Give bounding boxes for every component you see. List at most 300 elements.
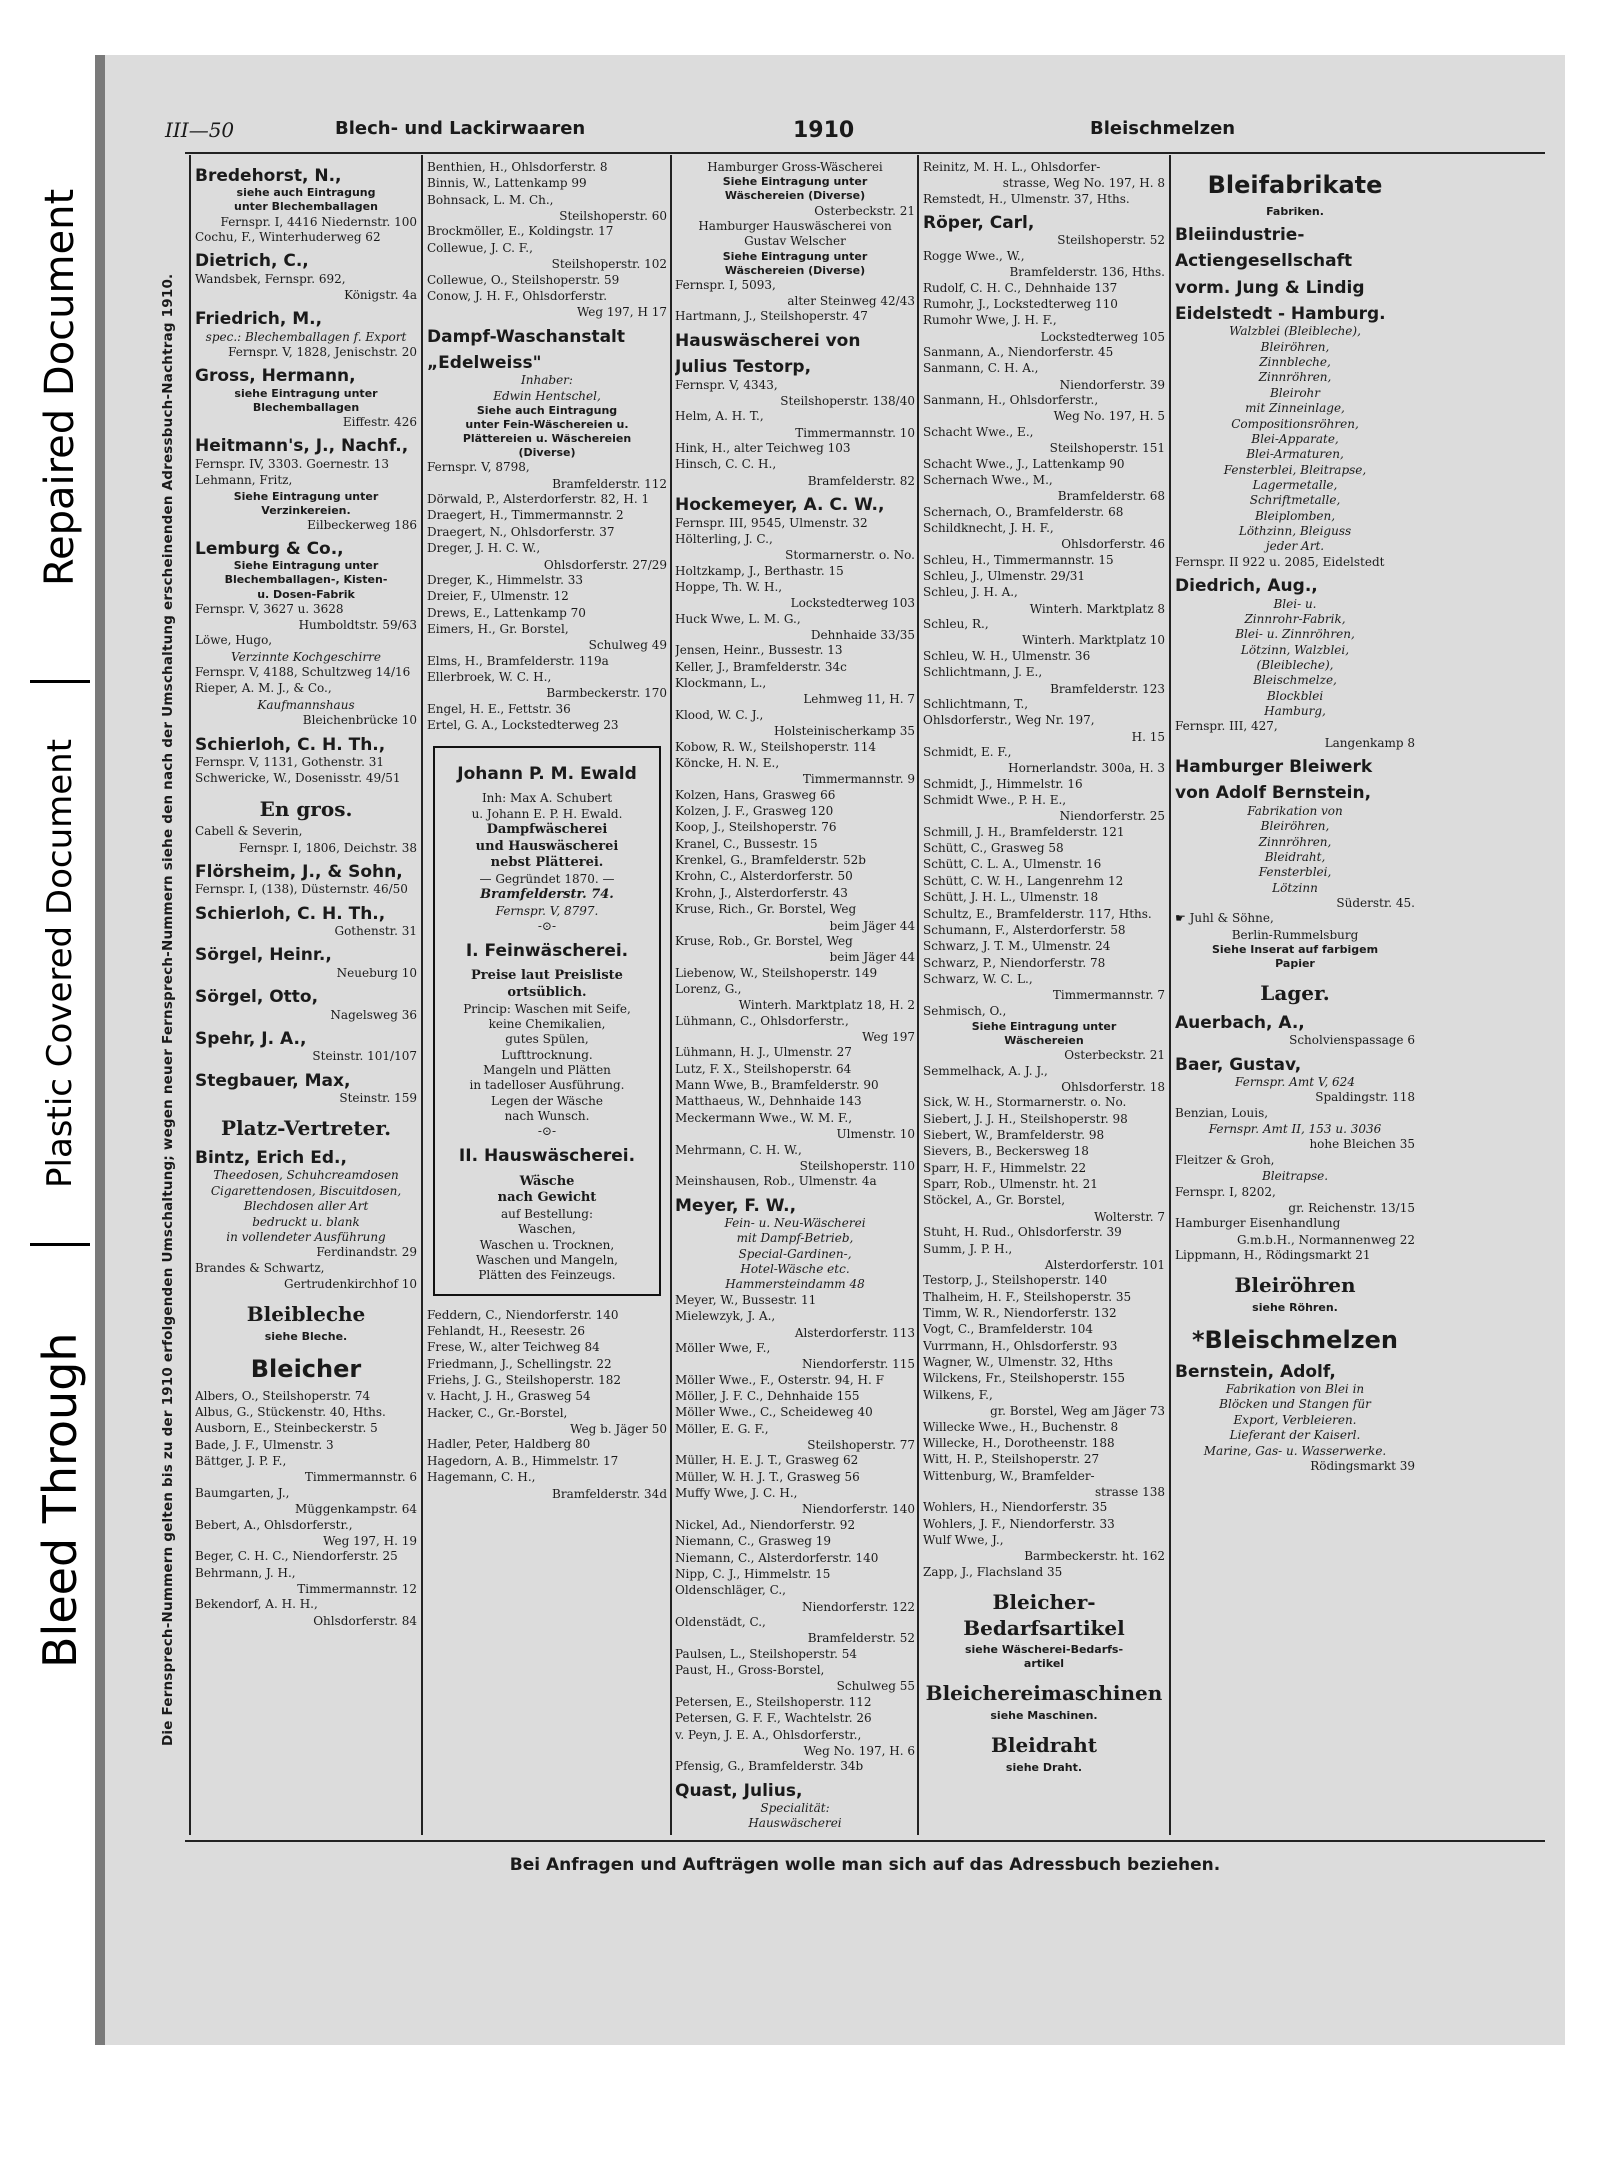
directory-entry: Kolzen, Hans, Grasweg 66	[675, 787, 836, 802]
directory-entry: Bleichereimaschinen	[925, 1681, 1163, 1706]
directory-entry: Ohlsdorferstr., Weg Nr. 197,	[923, 713, 1095, 728]
directory-entry: Weg 197, H. 19	[323, 1533, 417, 1548]
ewald-principle-8: nach Wunsch.	[504, 1109, 590, 1124]
directory-entry: artikel	[1023, 1657, 1065, 1671]
directory-entry: Oldenstädt, C.,	[675, 1614, 766, 1629]
directory-entry: ☛ Juhl & Söhne,	[1175, 911, 1274, 926]
directory-entry: Zinnrohr-Fabrik,	[1244, 611, 1346, 626]
ewald-principle-5: Mangeln und Plätten	[483, 1063, 611, 1077]
directory-entry: Meyer, F. W.,	[675, 1195, 797, 1216]
directory-entry: Bleiplomben,	[1254, 508, 1336, 523]
directory-entry: Fehlandt, H., Reesestr. 26	[427, 1323, 586, 1338]
directory-entry: Ertel, G. A., Lockstedterweg 23	[427, 718, 619, 733]
document-page	[95, 55, 1565, 2045]
directory-entry: Hinsch, C. C. H.,	[675, 457, 777, 472]
directory-entry: Gustav Welscher	[744, 234, 846, 249]
directory-entry: Schierloh, C. H. Th.,	[195, 734, 386, 755]
directory-entry: Neueburg 10	[336, 965, 417, 980]
directory-entry: Schleu, W. H., Ulmenstr. 36	[923, 648, 1091, 663]
ewald-order-2: Waschen,	[518, 1222, 576, 1237]
directory-entry: Bramfelderstr. 34d	[552, 1486, 667, 1501]
directory-entry: Königstr. 4a	[344, 288, 417, 303]
directory-entry: Fernspr. V, 8798,	[427, 460, 530, 475]
directory-entry: Lockstedterweg 105	[1040, 329, 1165, 344]
directory-entry: Zinnröhren,	[1258, 370, 1332, 385]
directory-entry: Bleidraht	[990, 1733, 1098, 1758]
directory-entry: Siehe Eintragung unter	[722, 249, 868, 263]
directory-entry: Fernspr. III, 427,	[1175, 719, 1278, 734]
ewald-service-2: und Hauswäscherei	[475, 838, 619, 854]
ewald-principle-4: Lufttrocknung.	[501, 1047, 593, 1062]
directory-entry: Timm, W. R., Niendorferstr. 132	[923, 1305, 1117, 1320]
directory-entry: Fabrikation von Blei in	[1225, 1382, 1365, 1397]
directory-entry: Niemann, C., Alsterdorferstr. 140	[675, 1550, 879, 1565]
directory-entry: Binnis, W., Lattenkamp 99	[427, 176, 587, 191]
directory-entry: Bintz, Erich Ed.,	[195, 1148, 347, 1169]
directory-entry: alter Steinweg 42/43	[787, 294, 915, 309]
directory-entry: Röper, Carl,	[923, 213, 1035, 234]
directory-entry: Nipp, C. J., Himmelstr. 15	[675, 1566, 831, 1581]
ewald-principle-7: Legen der Wäsche	[491, 1093, 603, 1108]
directory-entry: Diedrich, Aug.,	[1175, 576, 1318, 597]
directory-entry: Benthien, H., Ohlsdorferstr. 8	[427, 160, 608, 174]
directory-entry: Humboldtstr. 59/63	[298, 618, 417, 632]
directory-entry: Compositionsröhren,	[1231, 416, 1359, 431]
directory-entry: Bebert, A., Ohlsdorferstr.,	[195, 1517, 353, 1532]
directory-entry: jeder Art.	[1265, 539, 1325, 554]
ewald-owner: Inh: Max A. Schubert	[481, 791, 613, 806]
directory-entry: Barmbeckerstr. 170	[546, 686, 667, 701]
directory-entry: Hartmann, J., Steilshoperstr. 47	[675, 309, 868, 324]
directory-entry: Schütt, C. L. A., Ulmenstr. 16	[923, 857, 1102, 872]
directory-entry: Blei-Armaturen,	[1246, 447, 1344, 462]
directory-entry: Reinitz, M. H. L., Ohlsdorfer-	[923, 160, 1101, 174]
directory-entry: Kolzen, J. F., Grasweg 120	[675, 803, 834, 818]
directory-entry: Hornerlandstr. 300a, H. 3	[1008, 761, 1165, 776]
column-rule	[670, 155, 672, 1835]
ewald-separator: -⊙-	[537, 919, 557, 934]
directory-entry: Frese, W., alter Teichweg 84	[427, 1340, 600, 1355]
ewald-address: Bramfelderstr. 74.	[480, 887, 614, 903]
directory-entry: Zapp, J., Flachsland 35	[923, 1564, 1063, 1579]
directory-entry: Schulweg 55	[836, 1679, 915, 1694]
directory-entry: Lehmweg 11, H. 7	[803, 692, 915, 707]
directory-entry: Bleiröhren,	[1260, 819, 1330, 834]
directory-entry: Baumgarten, J.,	[195, 1485, 290, 1500]
directory-entry: Export, Verbleieren.	[1233, 1412, 1357, 1427]
directory-entry: Heitmann's, J., Nachf.,	[195, 436, 409, 457]
directory-entry: Siehe Eintragung unter	[971, 1020, 1117, 1034]
directory-entry: Osterbeckstr. 21	[1064, 1048, 1165, 1063]
directory-entry: Alsterdorferstr. 113	[794, 1325, 915, 1340]
directory-entry: Bleifabrikate	[1207, 171, 1383, 199]
directory-entry: Gertrudenkirchhof 10	[284, 1276, 417, 1291]
ewald-weight-1: Wäsche	[519, 1173, 575, 1189]
directory-entry: Möller, E. G. F.,	[675, 1421, 769, 1436]
directory-entry: Meinshausen, Rob., Ulmenstr. 4a	[675, 1174, 877, 1189]
footer-note: Bei Anfragen und Aufträgen wolle man sich auf das Adressbuch beziehen.	[509, 1855, 1221, 1875]
directory-entry: u. Dosen-Fabrik	[257, 587, 355, 601]
column-2	[427, 160, 667, 1830]
directory-entry: Bredehorst, N.,	[195, 166, 342, 186]
directory-entry: Bleiröhren,	[1260, 339, 1330, 354]
directory-entry: Steilshoperstr. 102	[551, 257, 667, 272]
directory-entry: Hotel-Wäsche etc.	[740, 1262, 850, 1277]
directory-entry: Siehe Inserat auf farbigem	[1211, 943, 1379, 957]
directory-entry: Lötzinn	[1272, 880, 1318, 895]
directory-entry: Stöckel, A., Gr. Borstel,	[923, 1193, 1066, 1208]
column-rule	[1169, 155, 1171, 1835]
directory-entry: Wilckens, Fr., Steilshoperstr. 155	[923, 1371, 1125, 1386]
directory-entry: Hamburger Hauswäscherei von	[698, 218, 892, 233]
directory-entry: Schmidt Wwe., P. H. E.,	[923, 793, 1067, 808]
directory-entry: (Diverse)	[518, 446, 576, 460]
directory-entry: Eidelstedt - Hamburg.	[1175, 303, 1386, 324]
directory-entry: Siehe Eintragung unter	[233, 559, 379, 573]
ewald-order-5: Plätten des Feinzeugs.	[478, 1268, 616, 1283]
directory-entry: gr. Borstel, Weg am Jäger 73	[990, 1404, 1165, 1419]
directory-entry: siehe auch Eintragung	[236, 186, 376, 200]
directory-entry: Pfensig, G., Bramfelderstr. 34b	[675, 1759, 864, 1774]
directory-entry: Wulf Wwe, J.,	[923, 1533, 1004, 1548]
directory-entry: Mehrmann, C. H. W.,	[675, 1142, 802, 1157]
directory-entry: Steilshoperstr. 151	[1049, 441, 1165, 456]
directory-entry: Niendorferstr. 115	[801, 1357, 915, 1372]
directory-entry: Friedrich, M.,	[195, 309, 323, 330]
directory-entry: Klood, W. C. J.,	[675, 707, 764, 722]
year: 1910	[793, 118, 855, 143]
directory-entry: Lagermetalle,	[1252, 477, 1338, 492]
directory-entry: Schwarz, J. T. M., Ulmenstr. 24	[923, 939, 1111, 954]
directory-entry: Friehs, J. G., Steilshoperstr. 182	[427, 1373, 622, 1388]
ewald-section-1: I. Feinwäscherei.	[465, 940, 629, 961]
directory-entry: unter Fein-Wäschereien u.	[465, 418, 629, 432]
directory-entry: Benzian, Louis,	[1175, 1105, 1269, 1120]
directory-entry: Müller, W. H. J. T., Grasweg 56	[675, 1469, 860, 1484]
directory-entry: Lehmann, Fritz,	[195, 473, 293, 488]
directory-entry: siehe Maschinen.	[990, 1709, 1098, 1723]
directory-entry: Löthzinn, Bleiguss	[1238, 524, 1352, 539]
ewald-principle-2: keine Chemikalien,	[488, 1016, 606, 1031]
directory-entry: Bramfelderstr. 123	[1050, 681, 1165, 696]
directory-entry: mit Dampf-Betrieb,	[736, 1231, 854, 1246]
directory-entry: H. 15	[1131, 729, 1165, 744]
directory-entry: Paust, H., Gross-Borstel,	[675, 1663, 825, 1678]
directory-entry: Vurrmann, H., Ohlsdorferstr. 93	[923, 1338, 1118, 1353]
directory-entry: Siehe auch Eintragung	[476, 404, 618, 418]
directory-entry: Meyer, W., Bussestr. 11	[675, 1292, 817, 1307]
ewald-order-4: Waschen und Mangeln,	[476, 1252, 618, 1267]
directory-entry: Wohlers, J. F., Niendorferstr. 33	[923, 1516, 1115, 1531]
column-2-bottom	[427, 1308, 667, 1502]
directory-entry: Winterh. Marktplatz 10	[1022, 633, 1165, 648]
directory-entry: Oldenschläger, C.,	[675, 1583, 786, 1598]
directory-entry: Summ, J. P. H.,	[923, 1241, 1013, 1256]
directory-entry: Lutz, F. X., Steilshoperstr. 64	[675, 1061, 852, 1076]
directory-entry: Verzinkereien.	[261, 503, 351, 517]
directory-entry: Ohlsdorferstr. 27/29	[543, 557, 667, 572]
directory-entry: Hoppe, Th. W. H.,	[675, 579, 783, 594]
directory-entry: Collewue, J. C. F.,	[427, 240, 533, 255]
directory-entry: Fernspr. V, 4343,	[675, 377, 778, 392]
directory-entry: Quast, Julius,	[675, 1780, 803, 1801]
directory-entry: Steilshoperstr. 138/40	[780, 393, 915, 408]
directory-entry: Hadler, Peter, Haldberg 80	[427, 1437, 591, 1452]
directory-entry: Sparr, H. F., Himmelstr. 22	[923, 1160, 1087, 1175]
directory-entry: Fernspr. III, 9545, Ulmenstr. 32	[675, 515, 868, 530]
directory-entry: Bleirohr	[1269, 385, 1321, 400]
directory-entry: Schierloh, C. H. Th.,	[195, 903, 386, 924]
directory-entry: Matthaeus, W., Dehnhaide 143	[675, 1094, 862, 1109]
directory-entry: hohe Bleichen 35	[1309, 1137, 1415, 1152]
label-strip	[30, 110, 90, 1750]
directory-entry: Cochu, F., Winterhuderweg 62	[195, 229, 381, 244]
ewald-section-2: II. Hauswäscherei.	[458, 1145, 636, 1166]
directory-entry: Special-Gardinen-,	[738, 1246, 852, 1261]
directory-entry: Müller, H. E. J. T., Grasweg 62	[675, 1453, 859, 1468]
directory-entry: Berlin-Rummelsburg	[1231, 927, 1359, 942]
directory-entry: Zinnbleche,	[1259, 355, 1331, 370]
directory-entry: *Bleischmelzen	[1191, 1325, 1398, 1354]
running-header	[165, 110, 1545, 150]
directory-entry: Willecke, H., Dorotheenstr. 188	[923, 1435, 1115, 1450]
directory-entry: Engel, H. E., Fettstr. 36	[427, 701, 571, 716]
directory-entry: Süderstr. 45.	[1336, 896, 1415, 911]
directory-entry: Niemann, C., Grasweg 19	[675, 1534, 832, 1549]
directory-entry: Meckermann Wwe., W. M. F.,	[675, 1110, 853, 1125]
directory-entry: Ohlsdorferstr. 84	[313, 1613, 417, 1628]
directory-entry: Fernspr. IV, 3303. Goernestr. 13	[195, 456, 390, 471]
directory-entry: Rudolf, C. H. C., Dehnhaide 137	[923, 280, 1118, 295]
directory-entry: Albers, O., Steilshoperstr. 74	[195, 1388, 371, 1403]
directory-entry: Schwarz, P., Niendorferstr. 78	[923, 955, 1106, 970]
directory-entry: Schütt, C. W. H., Langenrehm 12	[923, 873, 1124, 888]
directory-entry: Rogge Wwe., W.,	[923, 248, 1025, 263]
directory-entry: G.m.b.H., Normannenweg 22	[1237, 1232, 1415, 1247]
ewald-advertisement	[433, 746, 661, 1296]
column-3	[675, 160, 915, 1830]
directory-entry: Schleu, H., Timmermannstr. 15	[923, 552, 1114, 567]
directory-entry: Siebert, W., Bramfelderstr. 98	[923, 1128, 1105, 1143]
directory-entry: Timmermannstr. 10	[795, 425, 915, 440]
directory-entry: Albus, G., Stückenstr. 40, Hths.	[195, 1405, 386, 1420]
directory-entry: Scholvienspassage 6	[1289, 1033, 1415, 1048]
directory-entry: Blechemballagen-, Kisten-	[224, 573, 388, 587]
directory-entry: Fernspr. V, 4188, Schultzweg 14/16	[195, 665, 411, 680]
directory-entry: Blockblei	[1266, 688, 1324, 703]
directory-entry: strasse 138	[1094, 1484, 1165, 1499]
directory-entry: Lötzinn, Walzblei,	[1240, 642, 1350, 657]
directory-entry: Niendorferstr. 25	[1059, 809, 1165, 824]
directory-entry: Eimers, H., Gr. Borstel,	[427, 622, 569, 636]
directory-entry: Eiffestr. 426	[342, 415, 417, 430]
ewald-price-1: Preise laut Preisliste	[471, 968, 623, 984]
directory-entry: Steilshoperstr. 77	[807, 1438, 915, 1453]
directory-entry: Eilbeckerweg 186	[307, 517, 417, 532]
directory-entry: Schlichtmann, J. E.,	[923, 665, 1043, 680]
directory-entry: Hauswäscherei	[748, 1816, 842, 1830]
directory-entry: Bättger, J. P. F.,	[195, 1454, 287, 1469]
directory-entry: Weg 197	[862, 1030, 915, 1045]
directory-entry: Wohlers, H., Niendorferstr. 35	[923, 1500, 1108, 1515]
directory-entry: Alsterdorferstr. 101	[1044, 1257, 1165, 1272]
directory-entry: Julius Testorp,	[675, 357, 812, 378]
directory-entry: Dehnhaide 33/35	[810, 628, 915, 643]
directory-entry: Brandes & Schwartz,	[195, 1260, 325, 1275]
directory-entry: Ulmenstr. 10	[836, 1127, 915, 1142]
directory-entry: Fernspr. I, 8202,	[1175, 1184, 1276, 1199]
directory-entry: Theedosen, Schuhcreamdosen	[213, 1168, 399, 1183]
directory-entry: Cabell & Severin,	[195, 824, 303, 839]
directory-entry: Bekendorf, A. H. H.,	[195, 1597, 318, 1612]
directory-entry: Lockstedterweg 103	[790, 596, 915, 611]
directory-entry: Baer, Gustav,	[1175, 1054, 1302, 1075]
directory-entry: Schumann, F., Alsterdorferstr. 58	[923, 922, 1126, 937]
directory-entry: Ausborn, E., Steinbeckerstr. 5	[195, 1421, 378, 1436]
directory-entry: Collewue, O., Steilshoperstr. 59	[427, 272, 620, 287]
directory-entry: Möller Wwe., F., Osterstr. 94, H. F	[675, 1372, 884, 1387]
directory-entry: Bleicher	[250, 1354, 362, 1383]
directory-entry: Langenkamp 8	[1324, 735, 1415, 750]
directory-entry: Schernach, O., Bramfelderstr. 68	[923, 504, 1124, 519]
directory-entry: Remstedt, H., Ulmenstr. 37, Hths.	[923, 191, 1130, 206]
directory-entry: Rödingsmarkt 39	[1310, 1458, 1415, 1473]
directory-entry: Hölterling, J. C.,	[675, 531, 773, 546]
directory-entry: Wagner, W., Ulmenstr. 32, Hths	[923, 1355, 1113, 1370]
directory-entry: Mielewzyk, J. A.,	[675, 1309, 776, 1324]
directory-entry: von Adolf Bernstein,	[1175, 783, 1372, 804]
directory-entry: strasse, Weg No. 197, H. 8	[1002, 176, 1165, 191]
directory-entry: Bramfelderstr. 68	[1057, 489, 1165, 504]
directory-entry: Sanmann, A., Niendorferstr. 45	[923, 344, 1114, 359]
directory-entry: Siebert, J. J. H., Steilshoperstr. 98	[923, 1111, 1128, 1126]
directory-entry: Lorenz, G.,	[675, 981, 742, 996]
directory-entry: Steinstr. 101/107	[312, 1049, 417, 1064]
directory-entry: Sievers, B., Beckersweg 18	[923, 1144, 1089, 1159]
label-repaired: Repaired Document	[37, 188, 83, 587]
directory-entry: Sparr, Rob., Ulmenstr. ht. 21	[923, 1177, 1098, 1192]
directory-entry: Niendorferstr. 140	[801, 1502, 915, 1517]
directory-entry: Blechemballagen	[252, 400, 360, 414]
directory-entry: Hamburg,	[1264, 704, 1326, 719]
directory-entry: Steilshoperstr. 52	[1057, 233, 1165, 248]
ewald-owner-2: u. Johann E. P. H. Ewald.	[471, 806, 623, 821]
directory-entry: Dietrich, C.,	[195, 251, 309, 272]
directory-entry: Willecke Wwe., H., Buchenstr. 8	[923, 1419, 1119, 1434]
directory-entry: Timmermannstr. 7	[1052, 988, 1165, 1003]
directory-entry: Brockmöller, E., Koldingstr. 17	[427, 224, 614, 239]
directory-entry: Bleiindustrie-	[1175, 224, 1305, 245]
directory-entry: Elms, H., Bramfelderstr. 119a	[427, 653, 609, 668]
directory-entry: Hammersteindamm 48	[725, 1277, 865, 1292]
directory-entry: Bleicher-Bedarfsartikel	[963, 1590, 1125, 1640]
left-heading: Blech- und Lackirwaaren	[335, 118, 586, 139]
directory-entry: Flörsheim, J., & Sohn,	[195, 861, 403, 882]
directory-entry: siehe Draht.	[1005, 1760, 1083, 1774]
directory-entry: Kranel, C., Bussestr. 15	[675, 836, 818, 851]
directory-entry: Holsteinischerkamp 35	[773, 724, 915, 739]
directory-entry: Winterh. Marktplatz 18, H. 2	[738, 998, 915, 1013]
directory-entry: Behrmann, J. H.,	[195, 1565, 296, 1580]
column-2-top	[427, 160, 667, 734]
directory-entry: Dörwald, P., Alsterdorferstr. 82, H. 1	[427, 492, 650, 507]
directory-entry: Sörgel, Heinr.,	[195, 945, 332, 966]
directory-entry: Testorp, J., Steilshoperstr. 140	[923, 1273, 1108, 1288]
directory-entry: Lippmann, H., Rödingsmarkt 21	[1175, 1247, 1371, 1262]
directory-entry: Spaldingstr. 118	[1315, 1090, 1415, 1105]
directory-entry: Kruse, Rob., Gr. Borstel, Weg	[675, 933, 853, 948]
directory-entry: Bleichenbrücke 10	[302, 713, 417, 728]
directory-entry: Weg No. 197, H. 5	[1053, 409, 1165, 424]
directory-entry: Edwin Hentschel,	[493, 388, 601, 403]
directory-entry: Beger, C. H. C., Niendorferstr. 25	[195, 1549, 398, 1564]
directory-entry: Möller, J. F. C., Dehnhaide 155	[675, 1388, 860, 1403]
directory-entry: Fernspr. I, 5093,	[675, 277, 776, 292]
column-1	[195, 160, 417, 1830]
directory-entry: Siehe Eintragung unter	[722, 175, 868, 189]
directory-entry: Krenkel, G., Bramfelderstr. 52b	[675, 853, 866, 868]
ewald-name: Johann P. M. Ewald	[457, 763, 637, 784]
directory-entry: Ferdinandstr. 29	[316, 1245, 417, 1260]
directory-entry: Koop, J., Steilshoperstr. 76	[675, 820, 837, 835]
directory-entry: Dreger, K., Himmelstr. 33	[427, 572, 583, 587]
directory-entry: Muffy Wwe, J. C. H.,	[675, 1486, 798, 1501]
directory-entry: Löwe, Hugo,	[195, 633, 273, 648]
directory-entry: Bade, J. F., Ulmenstr. 3	[195, 1437, 334, 1452]
directory-entry: Möller Wwe, F.,	[675, 1340, 771, 1355]
directory-entry: Timmermannstr. 9	[802, 772, 915, 787]
directory-entry: Blei- u. Zinnröhren,	[1235, 627, 1355, 642]
column-rule	[917, 155, 919, 1835]
directory-entry: Rumohr Wwe, J. H. F.,	[923, 313, 1057, 328]
directory-entry: Schlichtmann, T.,	[923, 696, 1029, 711]
directory-entry: Bramfelderstr. 52	[807, 1631, 915, 1646]
directory-entry: Schwericke, W., Dosenisstr. 49/51	[195, 771, 401, 786]
directory-entry: Petersen, E., Steilshoperstr. 112	[675, 1694, 872, 1709]
directory-entry: Schütt, C., Grasweg 58	[923, 841, 1064, 856]
directory-entry: Fernspr. V, 1131, Gothenstr. 31	[195, 754, 384, 769]
directory-entry: Dreger, J. H. C. W.,	[427, 541, 541, 556]
directory-entry: Schulweg 49	[588, 638, 667, 653]
directory-entry: Blei- u.	[1273, 596, 1317, 611]
ewald-separator: -⊙-	[537, 1124, 557, 1139]
directory-entry: Inhaber:	[521, 373, 573, 388]
directory-entry: Weg No. 197, H. 6	[803, 1743, 915, 1758]
directory-entry: Lemburg & Co.,	[195, 539, 344, 560]
directory-entry: Ohlsdorferstr. 18	[1061, 1079, 1165, 1094]
rotated-notice: Die Fernsprech-Nummern gelten bis zu der 1910 erfolgenden Umschaltung; wegen neuer Fernsprech-Nummern siehe den nach der Umschaltung erscheinenden Adressbuch-Nachtrag 1910.	[160, 273, 176, 1747]
directory-entry: Blöcken und Stangen für	[1219, 1397, 1371, 1412]
ewald-weight-2: nach Gewicht	[497, 1190, 597, 1206]
directory-entry: Lühmann, H. J., Ulmenstr. 27	[675, 1045, 852, 1060]
directory-entry: Wandsbek, Fernspr. 692,	[195, 271, 346, 286]
directory-entry: Schmill, J. H., Bramfelderstr. 121	[923, 824, 1125, 839]
directory-entry: vorm. Jung & Lindig	[1175, 277, 1365, 298]
directory-entry: En gros.	[259, 796, 353, 821]
directory-entry: Fernspr. Amt V, 624	[1235, 1075, 1355, 1089]
directory-entry: Fernspr. V, 1828, Jenischstr. 20	[228, 345, 417, 360]
directory-entry: Platz-Vertreter.	[220, 1116, 392, 1141]
directory-entry: Barmbeckerstr. ht. 162	[1024, 1549, 1165, 1564]
column-rule	[421, 155, 423, 1835]
directory-entry: Steilshoperstr. 60	[559, 209, 667, 224]
directory-entry: Fernspr. I, 4416 Niedernstr. 100	[220, 214, 417, 229]
directory-entry: Bleidraht,	[1264, 849, 1326, 864]
directory-entry: Hink, H., alter Teichweg 103	[675, 441, 851, 456]
directory-entry: Vogt, C., Bramfelderstr. 104	[923, 1322, 1094, 1337]
directory-entry: Bohnsack, L. M. Ch.,	[427, 192, 554, 207]
directory-entry: Thalheim, H. F., Steilshoperstr. 35	[923, 1289, 1132, 1304]
